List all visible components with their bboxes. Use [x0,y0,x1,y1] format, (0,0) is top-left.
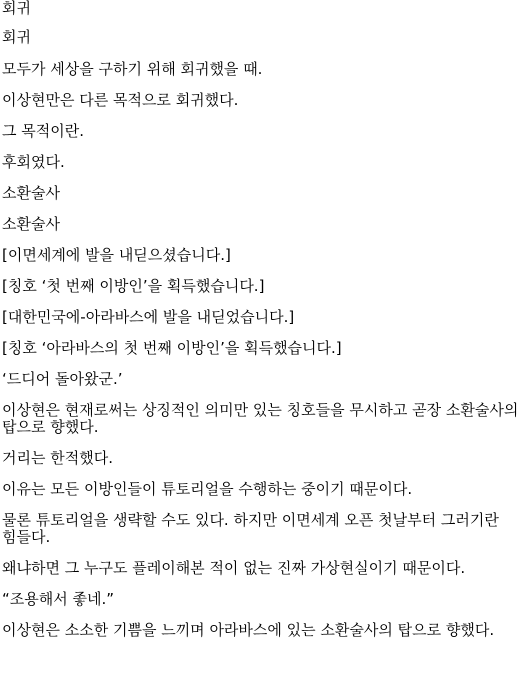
paragraph-12: 이상현은 현재로써는 상징적인 의미만 있는 칭호들을 무시하고 곧장 소환술사의 탑으로 향했다. [2,401,519,436]
paragraph-17: “조용해서 좋네.” [2,590,115,608]
paragraph-13: 거리는 한적했다. [2,449,113,467]
paragraph-4: 후회였다. [2,153,65,171]
paragraph-9: [대한민국에-아라바스에 발을 내딛었습니다.] [2,308,295,326]
paragraph-11: ‘드디어 돌아왔군.’ [2,370,123,388]
paragraph-8: [칭호 ‘첫 번째 이방인’을 획득했습니다.] [2,277,265,295]
paragraph-16: 왜냐하면 그 누구도 플레이해본 적이 없는 진짜 가상현실이기 때문이다. [2,559,466,577]
paragraph-2: 이상현만은 다른 목적으로 회귀했다. [2,91,239,109]
paragraph-1: 모두가 세상을 구하기 위해 회귀했을 때. [2,60,263,78]
paragraph-14: 이유는 모든 이방인들이 튜토리얼을 수행하는 중이기 때문이다. [2,480,413,498]
paragraph-15: 물론 튜토리얼을 생략할 수도 있다. 하지만 이면세계 오픈 첫날부터 그러기란 힘들다. [2,511,499,546]
paragraph-18: 이상현은 소소한 기쁨을 느끼며 아라바스에 있는 소환술사의 탑으로 향했다. [2,621,495,639]
paragraph-6: 소환술사 [2,215,60,233]
paragraph-10: [칭호 ‘아라바스의 첫 번째 이방인’을 획득했습니다.] [2,339,342,357]
header-title-1: 회귀 [2,0,31,17]
paragraph-5: 소환술사 [2,184,60,202]
paragraph-3: 그 목적이란. [2,122,84,140]
header-title-2: 회귀 [2,28,31,46]
paragraph-7: [이면세계에 발을 내딛으셨습니다.] [2,246,231,264]
